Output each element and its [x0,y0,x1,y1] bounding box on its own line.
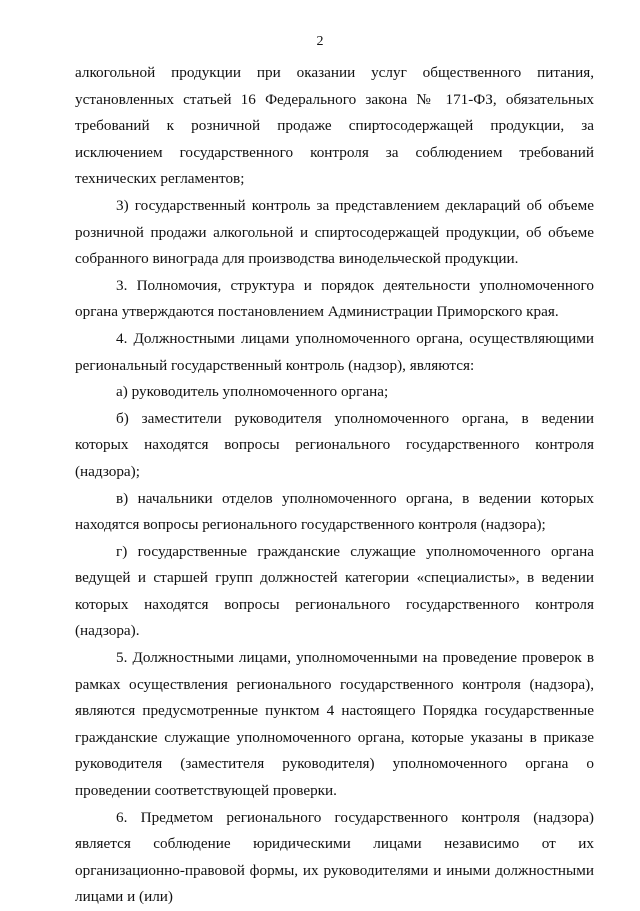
paragraph-continuation: алкогольной продукции при оказании услуг общественного питания, установленных статьей 16 Федерального закона № 171-ФЗ, обязательных требований к розничной продаже спиртосодержащей продукции, за исключением государственного контроля за соблюдением требований технических регламентов; [75,64,594,188]
page-number: 2 [316,34,324,49]
paragraph-subitem-v: в) начальники отделов уполномоченного органа, в ведении которых находятся вопросы регионального государственного контроля (надзора); [75,489,594,534]
paragraph-subitem-b: б) заместители руководителя уполномоченного органа, в ведении которых находятся вопросы регионального государственного контроля (надзора); [75,409,594,480]
paragraph-subitem-g: г) государственные гражданские служащие уполномоченного органа ведущей и старшей групп должностей категории «специалисты», в ведении которых находятся вопросы регионального государственного контроля (надзора). [75,542,594,640]
paragraph-section-6: 6. Предметом регионального государственного контроля (надзора) является соблюдение юридическими лицами независимо от их организационно-правовой формы, их руководителями и иными должностными лицами и (или) [75,808,594,906]
paragraph-section-4: 4. Должностными лицами уполномоченного органа, осуществляющими региональный государственный контроль (надзор), являются: [75,329,594,374]
paragraph-item-3-declarations: 3) государственный контроль за представлением деклараций об объеме розничной продажи алкогольной и спиртосодержащей продукции, об объеме собранного винограда для производства винодельческой продукции. [75,196,594,268]
paragraph-subitem-a: а) руководитель уполномоченного органа; [116,383,389,401]
paragraph-section-5: 5. Должностными лицами, уполномоченными на проведение проверок в рамках осуществления регионального государственного контроля (надзора), являются предусмотренные пунктом 4 настоящего Порядка государственные гражданские служащие уполномоченного органа, которые указаны в приказе руководителя (заместителя руководителя) уполномоченного органа о проведении соответствующей проверки. [75,649,594,800]
paragraph-section-3: 3. Полномочия, структура и порядок деятельности уполномоченного органа утверждаются постановлением Администрации Приморского края. [75,276,594,321]
document-body [75,60,594,911]
